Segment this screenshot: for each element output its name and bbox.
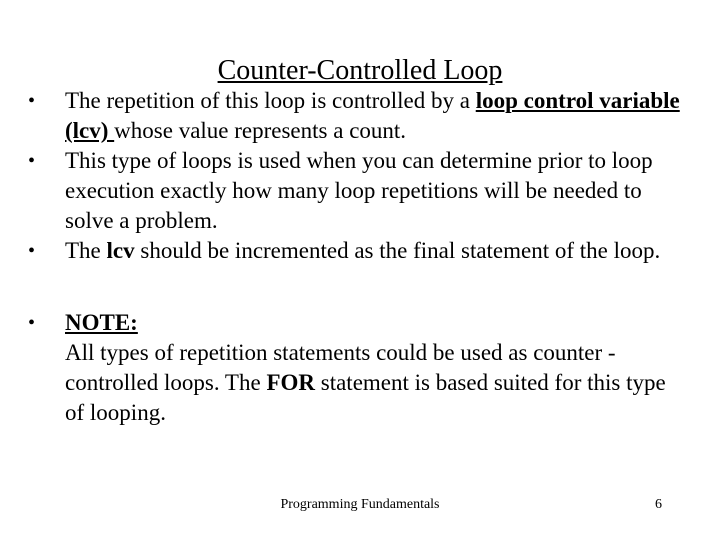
bullet-icon: • — [28, 150, 36, 172]
bullet-text-part: The repetition of this loop is controlled by a — [65, 88, 476, 113]
bullet-text-part: whose value represents a count. — [114, 118, 407, 143]
bullet-icon: • — [28, 312, 36, 334]
bullet-icon: • — [28, 90, 36, 112]
lcv-term: loop control variable (lcv) — [65, 88, 680, 143]
bullet-text-part: The — [65, 238, 107, 263]
footer-text: Programming Fundamentals — [280, 497, 440, 512]
bullet-text: This type of loops is used when you can determine prior to loop execution exactly how many loop repetitions will be needed to solve a problem. — [65, 148, 653, 233]
note-label: NOTE: — [65, 310, 138, 335]
bullet-text-part: should be incremented as the final statement of the loop. — [134, 238, 661, 263]
bullet-item-usage — [28, 146, 688, 236]
bullet-item-note — [28, 308, 688, 428]
note-text-part: statement is based suited for this type of looping. — [65, 370, 666, 425]
bullet-item-increment — [28, 236, 688, 266]
bullet-spacer — [28, 266, 688, 308]
page-number: 6 — [655, 497, 662, 512]
for-keyword: FOR — [266, 370, 315, 395]
bullet-icon: • — [28, 240, 36, 262]
bullet-list — [28, 86, 688, 428]
note-text-part: All types of repetition statements could be used as counter -controlled loops. The — [65, 340, 616, 395]
slide-title: Counter-Controlled Loop — [217, 55, 503, 86]
bullet-item-lcv-definition — [28, 86, 688, 146]
lcv-bold-term: lcv — [106, 238, 135, 263]
